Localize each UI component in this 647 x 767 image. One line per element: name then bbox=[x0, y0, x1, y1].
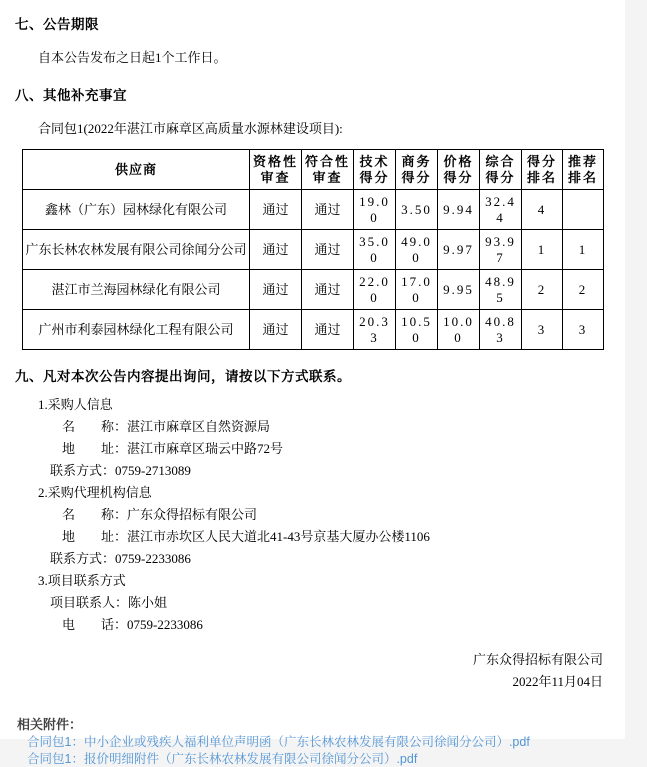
evaluation-score-table bbox=[22, 149, 604, 350]
contract-package-intro: 合同包1(2022年湛江市麻章区高质量水源林建设项目): bbox=[38, 121, 343, 136]
purchaser-address-value: 湛江市麻章区瑞云中路72号 bbox=[127, 441, 284, 456]
qualification-result: 通过 bbox=[250, 270, 302, 310]
qualification-result: 通过 bbox=[250, 230, 302, 270]
attachment-link-quotation-detail-pdf[interactable]: 合同包1：报价明细附件（广东长林农林发展有限公司徐闻分公司）.pdf bbox=[27, 752, 418, 766]
recommend-rank bbox=[563, 190, 604, 230]
purchaser-name-label: 名 称： bbox=[62, 419, 128, 434]
technical-score: 20.33 bbox=[354, 310, 396, 350]
supplier-name: 湛江市兰海园林绿化有限公司 bbox=[23, 270, 250, 310]
total-score: 93.97 bbox=[480, 230, 522, 270]
recommend-rank: 3 bbox=[563, 310, 604, 350]
qualification-result: 通过 bbox=[250, 190, 302, 230]
col-header-technical-score: 技术得分 bbox=[354, 150, 396, 190]
business-score: 10.50 bbox=[396, 310, 438, 350]
score-rank: 2 bbox=[522, 270, 563, 310]
col-header-conformity-review: 符合性审查 bbox=[302, 150, 354, 190]
total-score: 40.83 bbox=[480, 310, 522, 350]
signature-company: 广东众得招标有限公司 bbox=[472, 652, 603, 667]
price-score: 9.95 bbox=[438, 270, 480, 310]
supplier-name: 广东长林农林发展有限公司徐闻分公司 bbox=[23, 230, 250, 270]
purchaser-info-title: 1.采购人信息 bbox=[38, 397, 113, 412]
agency-name-label: 名 称： bbox=[62, 507, 128, 522]
recommend-rank: 1 bbox=[563, 230, 604, 270]
score-rank: 3 bbox=[522, 310, 563, 350]
project-tel-value: 0759-2233086 bbox=[127, 617, 203, 632]
total-score: 48.95 bbox=[480, 270, 522, 310]
purchaser-phone-label: 联系方式： bbox=[50, 463, 116, 478]
table-row bbox=[23, 270, 604, 310]
agency-name-row bbox=[15, 504, 625, 526]
price-score: 9.97 bbox=[438, 230, 480, 270]
contact-info-block bbox=[15, 394, 625, 636]
score-rank: 4 bbox=[522, 190, 563, 230]
agency-name-value: 广东众得招标有限公司 bbox=[127, 507, 258, 522]
score-rank: 1 bbox=[522, 230, 563, 270]
related-attachments-label: 相关附件： bbox=[17, 717, 83, 732]
project-contact-title: 3.项目联系方式 bbox=[38, 573, 126, 588]
conformity-result: 通过 bbox=[302, 270, 354, 310]
purchaser-address-row bbox=[15, 438, 625, 460]
col-header-business-score: 商务得分 bbox=[396, 150, 438, 190]
conformity-result: 通过 bbox=[302, 230, 354, 270]
supplier-name: 鑫林（广东）园林绿化有限公司 bbox=[23, 190, 250, 230]
purchaser-phone-value: 0759-2713089 bbox=[115, 463, 191, 478]
table-row bbox=[23, 190, 604, 230]
technical-score: 19.00 bbox=[354, 190, 396, 230]
table-row bbox=[23, 310, 604, 350]
purchaser-name-row bbox=[15, 416, 625, 438]
col-header-recommend-rank: 推荐排名 bbox=[563, 150, 604, 190]
section-7-heading: 七、公告期限 bbox=[15, 17, 99, 32]
col-header-total-score: 综合得分 bbox=[480, 150, 522, 190]
recommend-rank: 2 bbox=[563, 270, 604, 310]
purchaser-name-value: 湛江市麻章区自然资源局 bbox=[127, 419, 271, 434]
announcement-document bbox=[0, 17, 625, 693]
purchaser-phone-row bbox=[15, 460, 625, 482]
attachment-link-declaration-pdf[interactable]: 合同包1：中小企业或残疾人福利单位声明函（广东长林农林发展有限公司徐闻分公司）.pdf bbox=[27, 735, 530, 749]
project-contact-label: 项目联系人： bbox=[50, 595, 129, 610]
col-header-qualification-review: 资格性审查 bbox=[250, 150, 302, 190]
agency-address-row bbox=[15, 526, 625, 548]
price-score: 10.00 bbox=[438, 310, 480, 350]
project-contact-row bbox=[15, 592, 625, 614]
purchaser-address-label: 地 址： bbox=[62, 441, 128, 456]
agency-info-title: 2.采购代理机构信息 bbox=[38, 485, 152, 500]
conformity-result: 通过 bbox=[302, 310, 354, 350]
agency-address-value: 湛江市赤坎区人民大道北41-43号京基大厦办公楼1106 bbox=[127, 529, 430, 544]
table-row bbox=[23, 230, 604, 270]
announcement-period-text: 自本公告发布之日起1个工作日。 bbox=[38, 50, 227, 65]
agency-phone-label: 联系方式： bbox=[50, 551, 116, 566]
section-8-heading: 八、其他补充事宜 bbox=[15, 88, 127, 103]
business-score: 3.50 bbox=[396, 190, 438, 230]
section-9-heading: 九、凡对本次公告内容提出询问，请按以下方式联系。 bbox=[15, 369, 351, 384]
col-header-score-rank: 得分排名 bbox=[522, 150, 563, 190]
technical-score: 22.00 bbox=[354, 270, 396, 310]
price-score: 9.94 bbox=[438, 190, 480, 230]
technical-score: 35.00 bbox=[354, 230, 396, 270]
supplier-name: 广州市利泰园林绿化工程有限公司 bbox=[23, 310, 250, 350]
col-header-supplier: 供应商 bbox=[23, 150, 250, 190]
project-tel-row bbox=[15, 614, 625, 636]
qualification-result: 通过 bbox=[250, 310, 302, 350]
signature-date: 2022年11月04日 bbox=[512, 674, 603, 689]
agency-phone-value: 0759-2233086 bbox=[115, 551, 191, 566]
col-header-price-score: 价格得分 bbox=[438, 150, 480, 190]
project-tel-label: 电 话： bbox=[62, 617, 128, 632]
agency-phone-row bbox=[15, 548, 625, 570]
project-contact-value: 陈小姐 bbox=[128, 595, 168, 610]
business-score: 49.00 bbox=[396, 230, 438, 270]
total-score: 32.44 bbox=[480, 190, 522, 230]
related-attachments-block bbox=[0, 717, 625, 767]
business-score: 17.00 bbox=[396, 270, 438, 310]
agency-address-label: 地 址： bbox=[62, 529, 128, 544]
conformity-result: 通过 bbox=[302, 190, 354, 230]
table-header-row bbox=[23, 150, 604, 190]
